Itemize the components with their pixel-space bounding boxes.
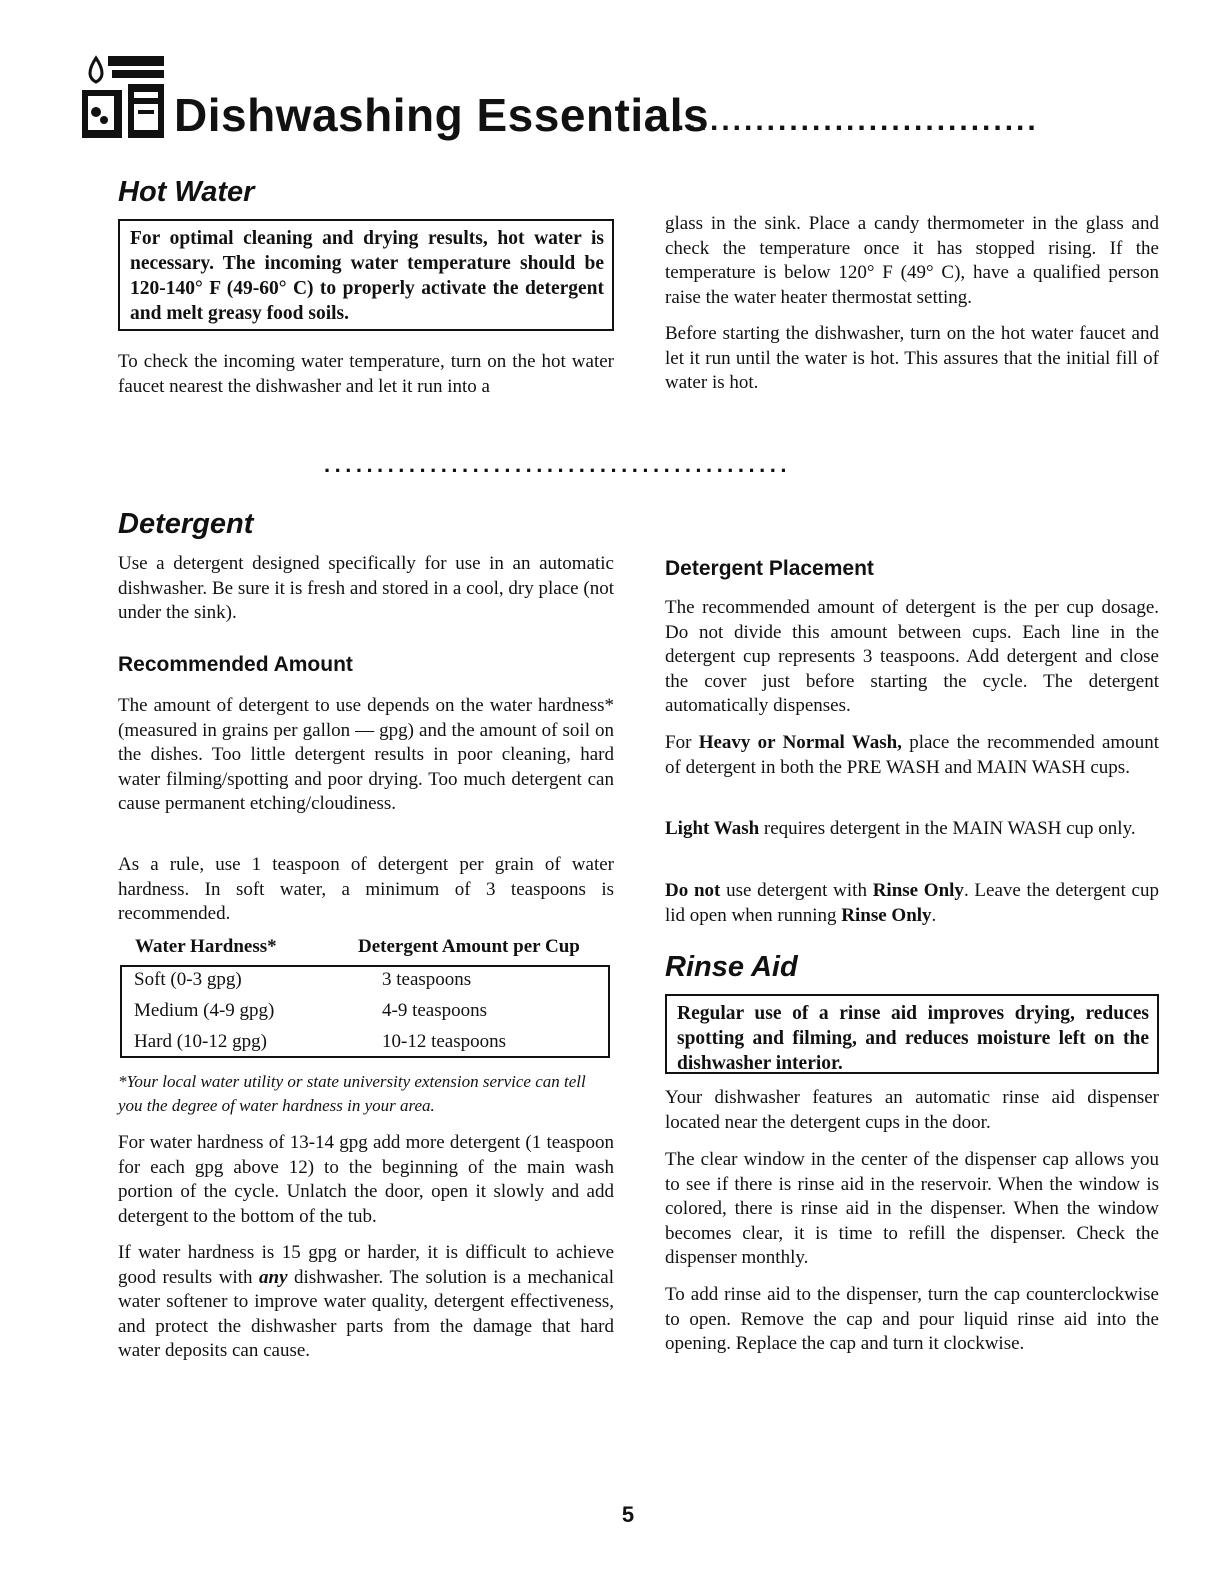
detergent-paragraph-4: If water hardness is 15 gpg or harder, it is difficult to achieve good results with any dishwasher. The solution is a mechanical water softener to improve water quality, detergent effectiveness, and protect the dishwasher parts from the damage that hard water deposits can cause.: [118, 1242, 614, 1361]
hardness-cell: Medium (4-9 gpg): [134, 1000, 275, 1021]
page-title: Dishwashing Essentials: [174, 89, 710, 141]
hardness-cell: Hard (10-12 gpg): [134, 1031, 267, 1052]
amount-cell: 10-12 teaspoons: [382, 1031, 507, 1052]
rinse-aid-callout: Regular use of a rinse aid improves drying, reduces spotting and filming, and reduces moisture left on the dishwasher interior.: [665, 994, 1159, 1074]
page-number: 5: [621, 1502, 635, 1527]
hot-water-callout: For optimal cleaning and drying results, hot water is necessary. The incoming water temperature should be 120-140° F (49-60° C) to properly activate the detergent and melt greasy food soils.: [118, 219, 614, 331]
rinse-aid-paragraph-1: Your dishwasher features an automatic rinse aid dispenser located near the detergent cups in the door.: [665, 1087, 1159, 1133]
recommended-paragraph-1: The amount of detergent to use depends on the water hardness* (measured in grains per gallon — gpg) and the amount of soil on the dishes. Too little detergent results in poor cleaning, hard water filming/spotting and poor drying. Too much detergent can cause permanent etching/cloudiness.: [118, 695, 614, 814]
hot-water-heading: Hot Water: [118, 176, 255, 208]
placement-paragraph-3: Light Wash requires detergent in the MAIN WASH cup only.: [665, 818, 1136, 839]
faucet-dishwasher-icon: [82, 52, 168, 138]
detergent-heading: Detergent: [118, 508, 254, 540]
table-row: [134, 1000, 604, 1030]
hot-water-paragraph-1a: To check the incoming water temperature, turn on the hot water faucet nearest the dishwasher and let it run into a: [118, 351, 614, 397]
table-row: [134, 969, 604, 999]
title-dot-leader: ................................: [676, 104, 1039, 134]
water-hardness-footnote: *Your local water utility or state university extension service can tell you the degree of water hardness in your area.: [118, 1072, 586, 1115]
hardness-table: [120, 965, 610, 1058]
placement-paragraph-1: The recommended amount of detergent is the per cup dosage. Do not divide this amount between cups. Each line in the detergent cup represents 3 teaspoons. Add detergent and close the cover just before starting the cycle. The detergent automatically dispenses.: [665, 597, 1159, 716]
section-divider: ............................................: [324, 452, 791, 474]
rinse-aid-paragraph-2: The clear window in the center of the dispenser cap allows you to see if there is rinse aid in the reservoir. When the window is colored, there is rinse aid in the dispenser. When the window becomes clear, it is time to refill the dispenser. Check the dispenser monthly.: [665, 1149, 1159, 1268]
hot-water-paragraph-2: Before starting the dishwasher, turn on the hot water faucet and let it run until the water is hot. This assures that the initial fill of water is hot.: [665, 323, 1159, 393]
column-header-amount: Detergent Amount per Cup: [358, 936, 580, 957]
table-row: [134, 1031, 604, 1061]
amount-cell: 3 teaspoons: [382, 969, 472, 990]
rinse-aid-heading: Rinse Aid: [665, 951, 798, 983]
detergent-placement-heading: Detergent Placement: [665, 557, 874, 580]
recommended-amount-heading: Recommended Amount: [118, 653, 353, 676]
hardness-table-header: [135, 936, 615, 962]
column-header-hardness: Water Hardness*: [135, 936, 277, 957]
detergent-paragraph-3: For water hardness of 13-14 gpg add more detergent (1 teaspoon for each gpg above 12) to the beginning of the main wash portion of the cycle. Unlatch the door, open it slowly and add detergent to the bottom of the tub.: [118, 1132, 614, 1227]
rinse-aid-paragraph-3: To add rinse aid to the dispenser, turn the cap counterclockwise to open. Remove the cap and pour liquid rinse aid into the opening. Replace the cap and turn it clockwise.: [665, 1284, 1159, 1354]
detergent-intro: Use a detergent designed specifically for use in an automatic dishwasher. Be sure it is fresh and stored in a cool, dry place (not under the sink).: [118, 553, 614, 623]
hardness-cell: Soft (0-3 gpg): [134, 969, 242, 990]
placement-paragraph-4: Do not use detergent with Rinse Only. Leave the detergent cup lid open when running Rinse Only.: [665, 880, 1159, 926]
placement-paragraph-2: For Heavy or Normal Wash, place the recommended amount of detergent in both the PRE WASH and MAIN WASH cups.: [665, 732, 1159, 778]
hot-water-paragraph-1b: glass in the sink. Place a candy thermometer in the glass and check the temperature once it has stopped rising. If the temperature is below 120° F (49° C), have a qualified person raise the water heater thermostat setting.: [665, 213, 1159, 308]
amount-cell: 4-9 teaspoons: [382, 1000, 488, 1021]
recommended-paragraph-2: As a rule, use 1 teaspoon of detergent per grain of water hardness. In soft water, a minimum of 3 teaspoons is recommended.: [118, 854, 614, 924]
page-header: [82, 52, 1152, 142]
